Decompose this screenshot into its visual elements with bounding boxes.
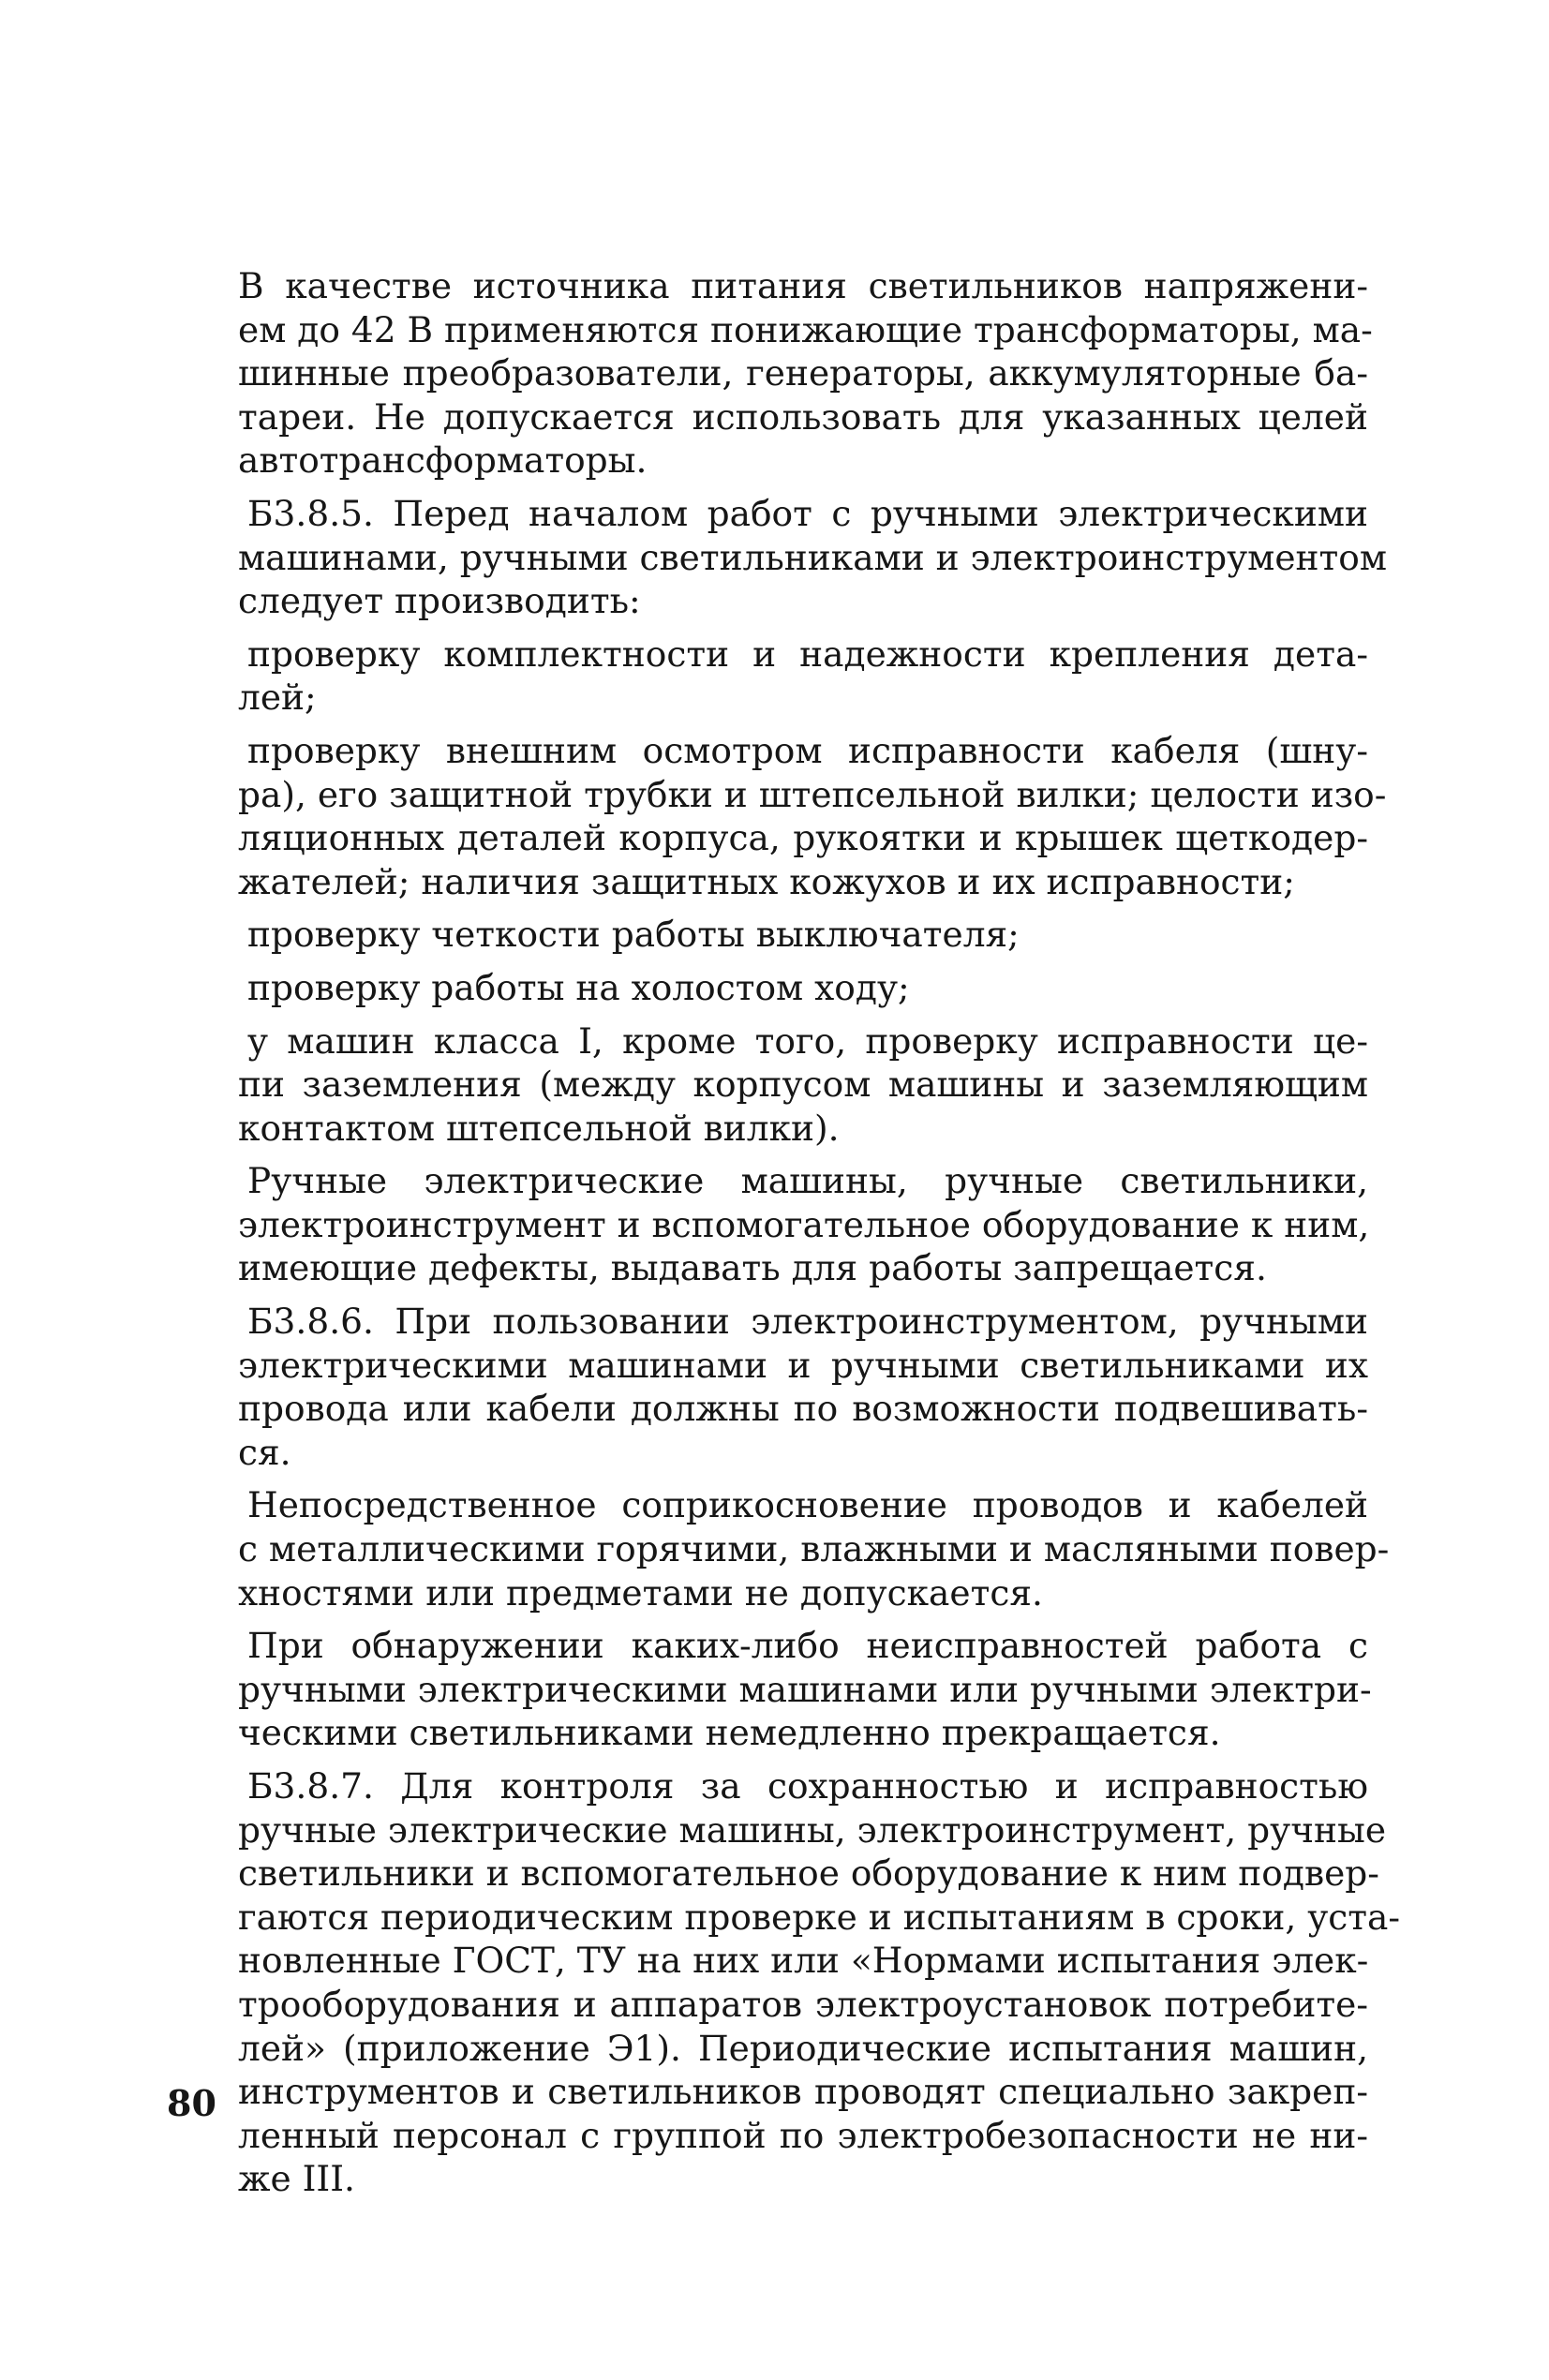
text-line: ручные электрические машины, электроинструмент, ручные [238, 1808, 1387, 1851]
text-line: ра), его защитной трубки и штепсельной вилки; целости изо- [238, 773, 1387, 815]
paragraph [238, 1483, 1390, 1614]
text-line: Б3.8.6. При пользовании электроинструментом, ручными [247, 1301, 1368, 1343]
text-line: автотрансформаторы. [238, 439, 648, 482]
text-line: с металлическими горячими, влажными и масляными повер- [238, 1528, 1390, 1570]
text-line: жателей; наличия защитных кожухов и их исправности; [238, 860, 1295, 902]
text-line: светильники и вспомогательное оборудование к ним подвер- [238, 1852, 1379, 1895]
text-line: ленный персонал с группой по электробезопасности не ни- [238, 2114, 1368, 2156]
text-line: При обнаружении каких-либо неисправностей работа с [247, 1625, 1368, 1667]
paragraph [238, 913, 1368, 957]
text-line: следует производить: [238, 580, 641, 622]
text-line: Б3.8.5. Перед началом работ с ручными электрическими [247, 492, 1368, 534]
text-line: электроинструмент и вспомогательное оборудование к ним, [238, 1203, 1370, 1245]
text-line: шинные преобразователи, генераторы, аккумуляторные ба- [238, 352, 1368, 394]
paragraph [238, 966, 1368, 1010]
text-line: машинами, ручными светильниками и электроинструментом [238, 536, 1388, 578]
paragraph [238, 729, 1387, 903]
text-line: электрическими машинами и ручными светильниками их [238, 1344, 1368, 1386]
text-line: ся. [238, 1431, 291, 1473]
text-line: гаются периодическим проверке и испытаниям в сроки, уста- [238, 1896, 1401, 1938]
text-line: у машин класса I, кроме того, проверку исправности це- [247, 1019, 1368, 1062]
text-line: ручными электрическими машинами или ручными электри- [238, 1668, 1372, 1710]
text-line: Непосредственное соприкосновение проводов и кабелей [247, 1484, 1368, 1526]
text-line: контактом штепсельной вилки). [238, 1107, 840, 1149]
text-line: проверку работы на холостом ходу; [247, 966, 910, 1008]
text-line: лей» (приложение Э1). Периодические испытания машин, [238, 2027, 1368, 2069]
text-line: ляционных деталей корпуса, рукоятки и крышек щеткодер- [238, 817, 1368, 859]
paragraph [238, 1300, 1368, 1474]
paragraph [238, 492, 1388, 623]
text-line: провода или кабели должны по возможности подвешивать- [238, 1388, 1368, 1430]
text-line: ем до 42 В применяются понижающие трансформаторы, ма- [238, 308, 1373, 350]
text-line: тареи. Не допускается использовать для указанных целей [238, 395, 1368, 438]
text-line: проверку комплектности и надежности крепления дета- [247, 632, 1368, 675]
text-line: хностями или предметами не допускается. [238, 1571, 1043, 1614]
text-line: Ручные электрические машины, ручные светильники, [247, 1160, 1368, 1202]
paragraph [238, 264, 1373, 483]
page-number: 80 [167, 2082, 216, 2124]
paragraph [238, 632, 1368, 720]
text-line: трооборудования и аппаратов электроустановок потребите- [238, 1983, 1368, 2025]
text-line: лей; [238, 677, 317, 719]
text-line: Б3.8.7. Для контроля за сохранностью и исправностью [247, 1765, 1368, 1807]
paragraph [238, 1764, 1401, 2201]
text-line: проверку четкости работы выключателя; [247, 914, 1020, 956]
text-line: пи заземления (между корпусом машины и заземляющим [238, 1064, 1368, 1106]
text-line: инструментов и светильников проводят специально закреп- [238, 2071, 1368, 2113]
body-text [238, 264, 1401, 2201]
text-line: проверку внешним осмотром исправности кабеля (шну- [247, 729, 1368, 771]
paragraph [238, 1159, 1368, 1290]
text-line: ческими светильниками немедленно прекращается. [238, 1712, 1221, 1754]
text-line: новленные ГОСТ, ТУ на них или «Нормами испытания элек- [238, 1940, 1369, 1982]
text-line: имеющие дефекты, выдавать для работы запрещается. [238, 1247, 1267, 1289]
text-line: же III. [238, 2158, 355, 2200]
text-line: В качестве источника питания светильников напряжени- [238, 265, 1368, 306]
paragraph [238, 1019, 1368, 1151]
paragraph [238, 1624, 1372, 1755]
